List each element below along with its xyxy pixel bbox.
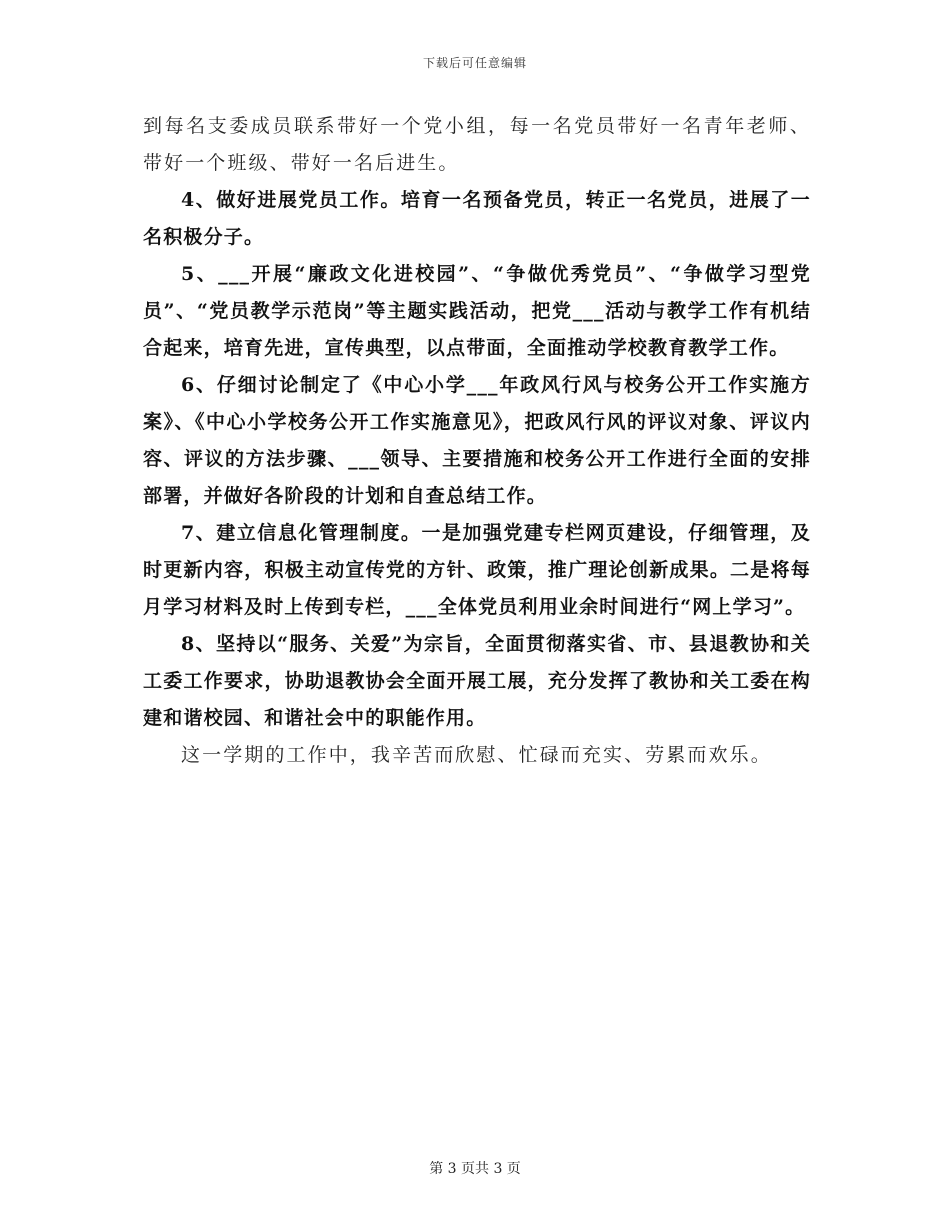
document-body	[143, 108, 811, 774]
paragraph-item-7: 7、建立信息化管理制度。一是加强党建专栏网页建设，仔细管理，及时更新内容，积极主动宣传党的方针、政策，推广理论创新成果。二是将每月学习材料及时上传到专栏，___全体党员利用业余时间进行“网上学习”。	[143, 522, 811, 618]
paragraph-item-5: 5、___开展“廉政文化进校园”、“争做优秀党员”、“争做学习型党员”、“党员教学示范岗”等主题实践活动，把党___活动与教学工作有机结合起来，培育先进，宣传典型，以点带面，全面推动学校教育教学工作。	[143, 263, 811, 359]
paragraph-item-6: 6、仔细讨论制定了《中心小学___年政风行风与校务公开工作实施方案》、《中心小学校务公开工作实施意见》，把政风行风的评议对象、评议内容、评议的方法步骤、___领导、主要措施和校务公开工作进行全面的安排部署，并做好各阶段的计划和自查总结工作。	[143, 374, 811, 507]
paragraph-item-4: 4、做好进展党员工作。培育一名预备党员，转正一名党员，进展了一名积极分子。	[143, 189, 811, 248]
paragraph-continuation: 到每名支委成员联系带好一个党小组，每一名党员带好一名青年老师、带好一个班级、带好一名后进生。	[143, 115, 811, 174]
page-header: 下载后可任意编辑	[422, 56, 527, 70]
paragraph-item-8: 8、坚持以“服务、关爱”为宗旨，全面贯彻落实省、市、县退教协和关工委工作要求，协助退教协会全面开展工展，充分发挥了教协和关工委在构建和谐校园、和谐社会中的职能作用。	[143, 633, 811, 729]
paragraph-closing: 这一学期的工作中，我辛苦而欣慰、忙碌而充实、劳累而欢乐。	[181, 744, 772, 766]
page-number: 第 3 页共 3 页	[429, 1161, 521, 1177]
